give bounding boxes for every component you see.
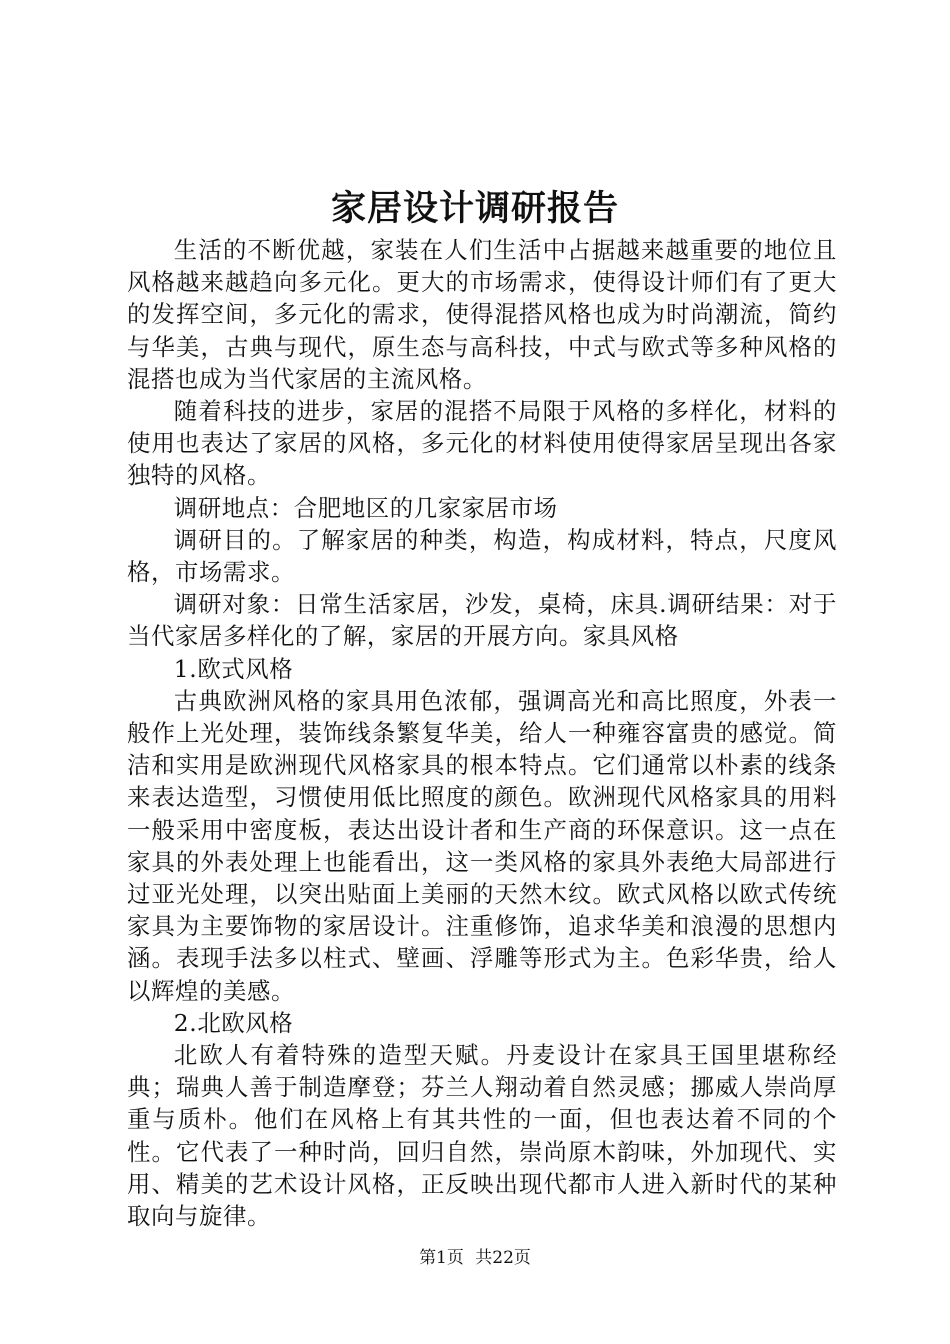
- page-footer: [0, 1246, 950, 1270]
- paragraph-location: 调研地点：合肥地区的几家家居市场: [173, 493, 558, 522]
- document-title: 家居设计调研报告: [330, 188, 619, 229]
- paragraph-intro: 生活的不断优越，家装在人们生活中占据越来越重要的地位且风格越来越趋向多元化。更大的市场需求，使得设计师们有了更大的发挥空间，多元化的需求，使得混搭风格也成为时尚潮流，简约与华美，古典与现代，原生态与高科技，中式与欧式等多种风格的混搭也成为当代家居的主流风格。: [127, 236, 837, 393]
- heading-nordic-style: 2.北欧风格: [173, 1008, 294, 1037]
- paragraph-purpose: 调研目的。了解家居的种类，构造，构成材料，特点，尺度风格，市场需求。: [127, 525, 837, 587]
- paragraph-technology: 随着科技的进步，家居的混搭不局限于风格的多样化，材料的使用也表达了家居的风格，多元化的材料使用使得家居呈现出各家独特的风格。: [127, 397, 837, 490]
- paragraph-nordic-style: 北欧人有着特殊的造型天赋。丹麦设计在家具王国里堪称经典；瑞典人善于制造摩登；芬兰人翔动着自然灵感；挪威人崇尚厚重与质朴。他们在风格上有其共性的一面，但也表达着不同的个性。它代表了一种时尚，回归自然，崇尚原木韵味，外加现代、实用、精美的艺术设计风格，正反映出现代都市人进入新时代的某种取向与旋律。: [127, 1041, 837, 1231]
- total-pages: 共22页: [475, 1248, 531, 1268]
- paragraph-european-style: 古典欧洲风格的家具用色浓郁，强调高光和高比照度，外表一般作上光处理，装饰线条繁复华美，给人一种雍容富贵的感觉。简洁和实用是欧洲现代风格家具的根本特点。它们通常以朴素的线条来表达造型，习惯使用低比照度的颜色。欧洲现代风格家具的用料一般采用中密度板，表达出设计者和生产商的环保意识。这一点在家具的外表处理上也能看出，这一类风格的家具外表绝大局部进行过亚光处理，以突出贴面上美丽的天然木纹。欧式风格以欧式传统家具为主要饰物的家居设计。注重修饰，追求华美和浪漫的思想内涵。表现手法多以柱式、壁画、浮雕等形式为主。色彩华贵，给人以辉煌的美感。: [127, 686, 837, 1005]
- paragraph-subject: 调研对象：日常生活家居，沙发，桌椅，床具.调研结果：对于当代家居多样化的了解，家居的开展方向。家具风格: [127, 590, 837, 651]
- document-body: [127, 234, 837, 1232]
- heading-european-style: 1.欧式风格: [173, 654, 294, 683]
- page-number: 第1页: [419, 1248, 464, 1268]
